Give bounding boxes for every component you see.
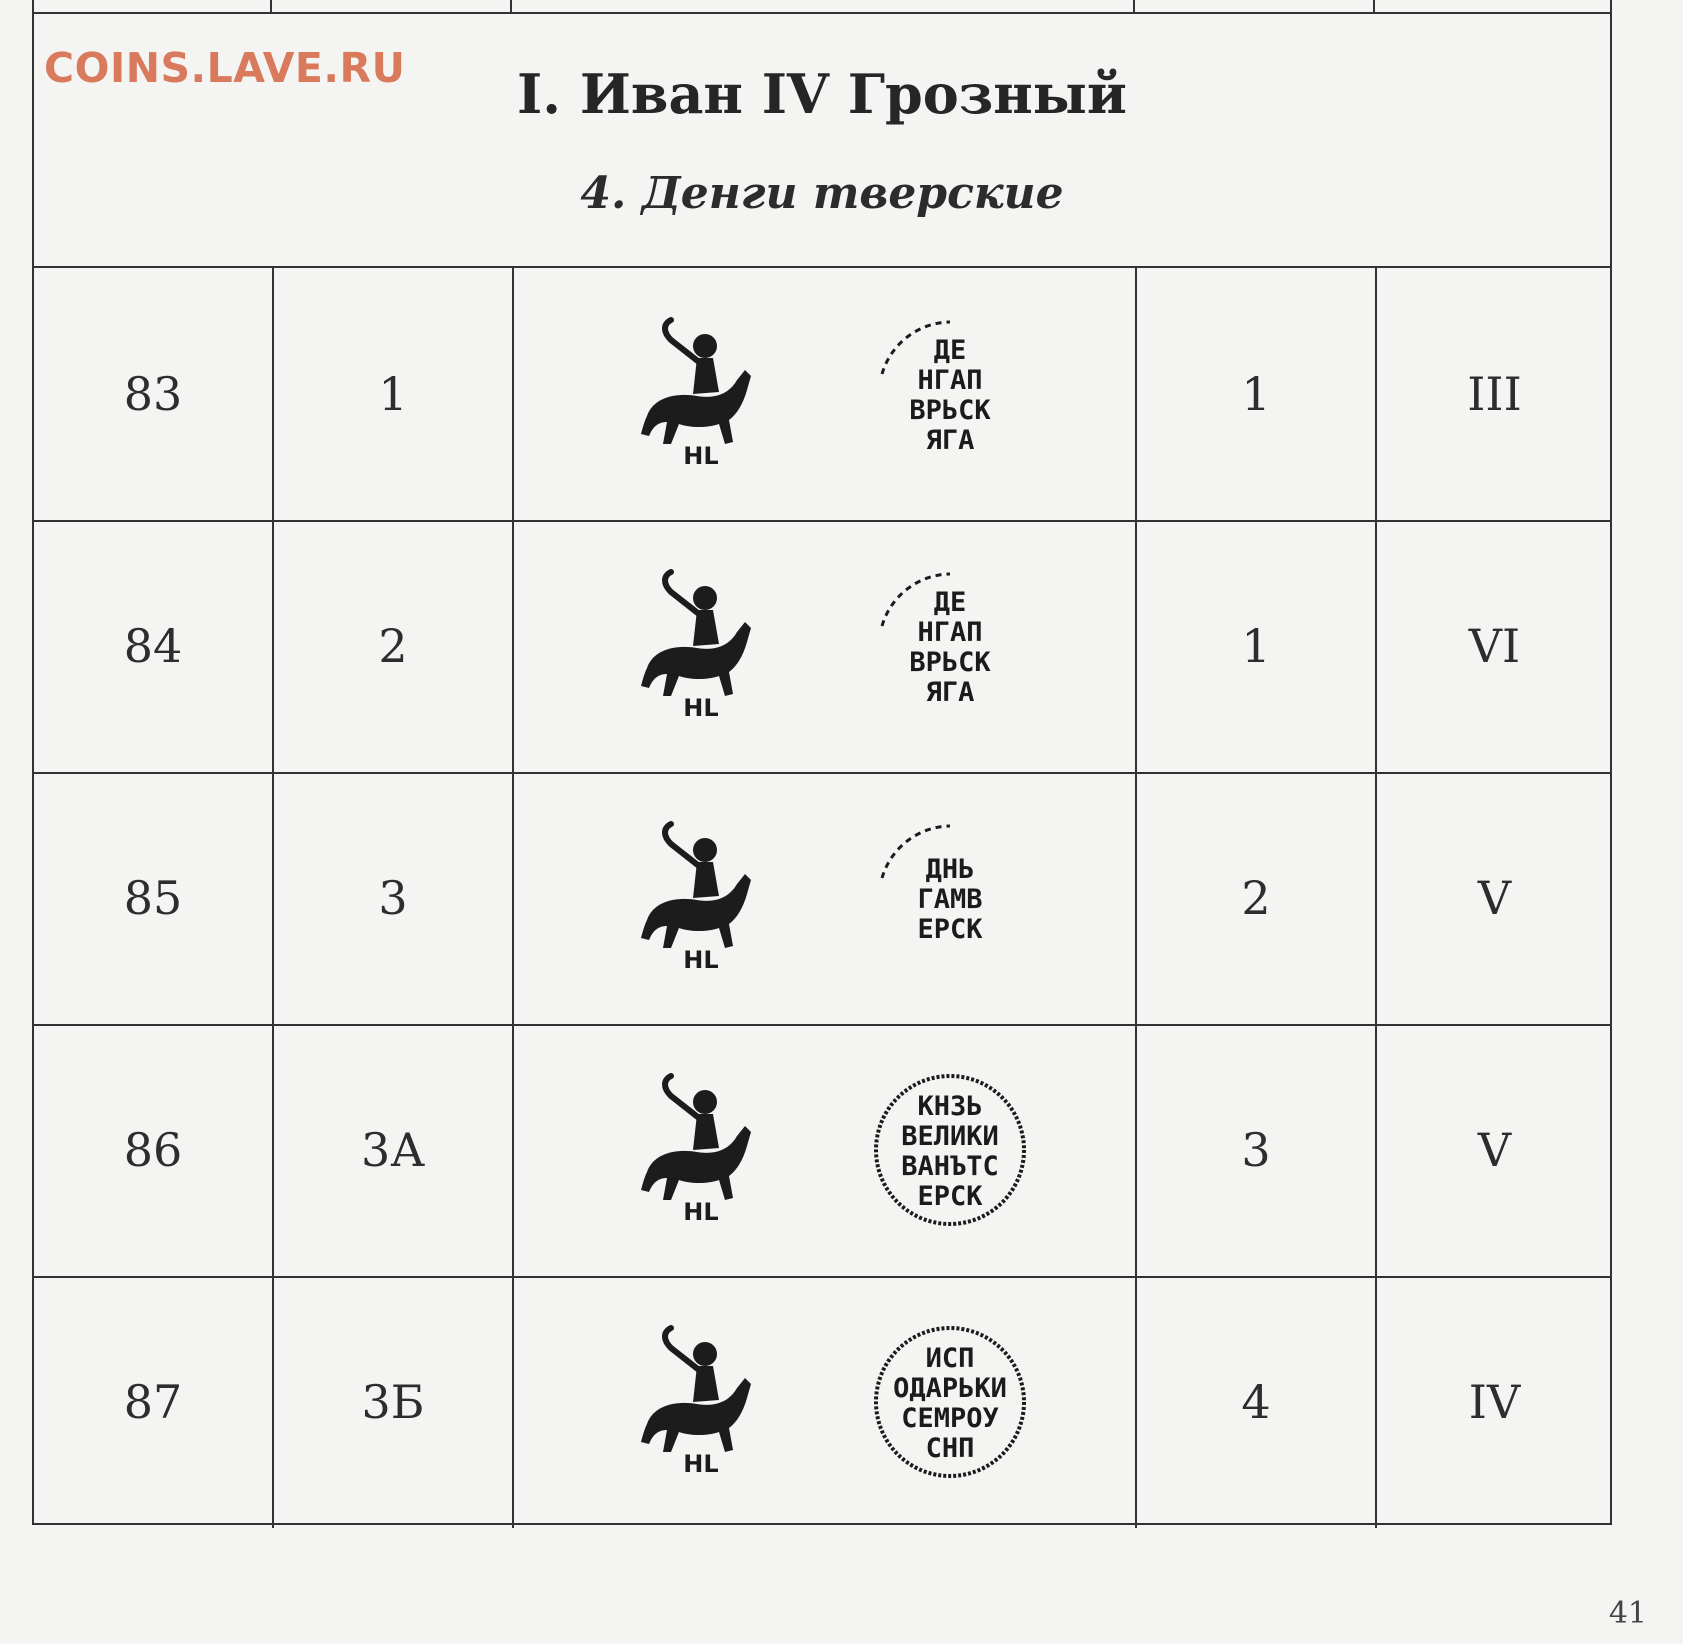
coin-legend-line: СНП xyxy=(925,1433,975,1464)
coin-legend-line: СЕМРОУ xyxy=(900,1403,999,1434)
catalog-number-cell: 86 xyxy=(123,1123,183,1177)
rarity-cell: IV xyxy=(1375,1276,1612,1528)
count-cell: 1 xyxy=(1135,520,1375,772)
coin-legend-line: ЕРСК xyxy=(917,914,983,945)
coin-reverse-legend xyxy=(870,818,1030,978)
coin-legend-line: ВРЬСК xyxy=(909,647,991,678)
rarity-cell: VI xyxy=(1375,520,1612,772)
coin-images-cell xyxy=(512,268,1135,520)
table-row xyxy=(34,520,1610,774)
coin-reverse-legend xyxy=(870,566,1030,726)
watermark: COINS.LAVE.RU xyxy=(44,44,406,92)
coin-reverse-legend xyxy=(870,1322,1030,1482)
type-cell: 3 xyxy=(272,772,512,1024)
coin-legend-line: НГАП xyxy=(917,617,983,648)
catalog-table xyxy=(32,0,1612,1525)
coin-images-cell xyxy=(512,1024,1135,1276)
count-cell: 4 xyxy=(1135,1276,1375,1528)
coin-legend-line: ЯГА xyxy=(925,425,975,456)
coin-legend-line: ДНЬ xyxy=(925,854,975,885)
coin-legend-line: ОДАРЬКИ xyxy=(892,1373,1007,1404)
count-cell: 1 xyxy=(1135,268,1375,520)
rarity-cell: III xyxy=(1375,268,1612,520)
coin-legend-line: ВЕЛИКИ xyxy=(900,1121,999,1152)
section-subtitle: 4. Денги тверские xyxy=(580,168,1064,219)
table-header xyxy=(34,12,1610,268)
coin-obverse-rider-icon xyxy=(619,1070,779,1230)
coin-reverse-legend xyxy=(870,314,1030,474)
type-cell: 2 xyxy=(272,520,512,772)
coin-legend-line: ДЕ xyxy=(933,335,967,366)
coin-legend-line: НГАП xyxy=(917,365,983,396)
coin-legend-line: ВАНЪТС xyxy=(900,1151,999,1182)
table-row xyxy=(34,772,1610,1026)
table-row xyxy=(34,1024,1610,1278)
rarity-cell: V xyxy=(1375,1024,1612,1276)
coin-reverse-legend xyxy=(870,1070,1030,1230)
coin-legend-line: ИСП xyxy=(925,1343,975,1374)
catalog-number-cell: 84 xyxy=(123,619,183,673)
table-row xyxy=(34,1276,1610,1528)
count-cell: 3 xyxy=(1135,1024,1375,1276)
page-number: 41 xyxy=(1608,1596,1647,1631)
coin-legend-line: ЯГА xyxy=(925,677,975,708)
type-cell: 3Б xyxy=(272,1276,512,1528)
catalog-number-cell: 87 xyxy=(123,1375,183,1429)
count-cell: 2 xyxy=(1135,772,1375,1024)
type-cell: 3А xyxy=(272,1024,512,1276)
catalog-number-cell: 85 xyxy=(123,871,183,925)
coin-images-cell xyxy=(512,1276,1135,1528)
rarity-cell: V xyxy=(1375,772,1612,1024)
coin-legend-line: КНЗЬ xyxy=(917,1091,983,1122)
catalog-number-cell: 83 xyxy=(123,367,183,421)
coin-legend-line: ГАМВ xyxy=(917,884,983,915)
table-row xyxy=(34,268,1610,522)
type-cell: 1 xyxy=(272,268,512,520)
coin-obverse-rider-icon xyxy=(619,818,779,978)
coin-images-cell xyxy=(512,772,1135,1024)
coin-legend-line: ДЕ xyxy=(933,587,967,618)
page-title: I. Иван IV Грозный xyxy=(517,62,1127,126)
coin-obverse-rider-icon xyxy=(619,1322,779,1482)
coin-obverse-rider-icon xyxy=(619,314,779,474)
coin-legend-line: ВРЬСК xyxy=(909,395,991,426)
coin-images-cell xyxy=(512,520,1135,772)
coin-legend-line: ЕРСК xyxy=(917,1181,983,1212)
coin-obverse-rider-icon xyxy=(619,566,779,726)
